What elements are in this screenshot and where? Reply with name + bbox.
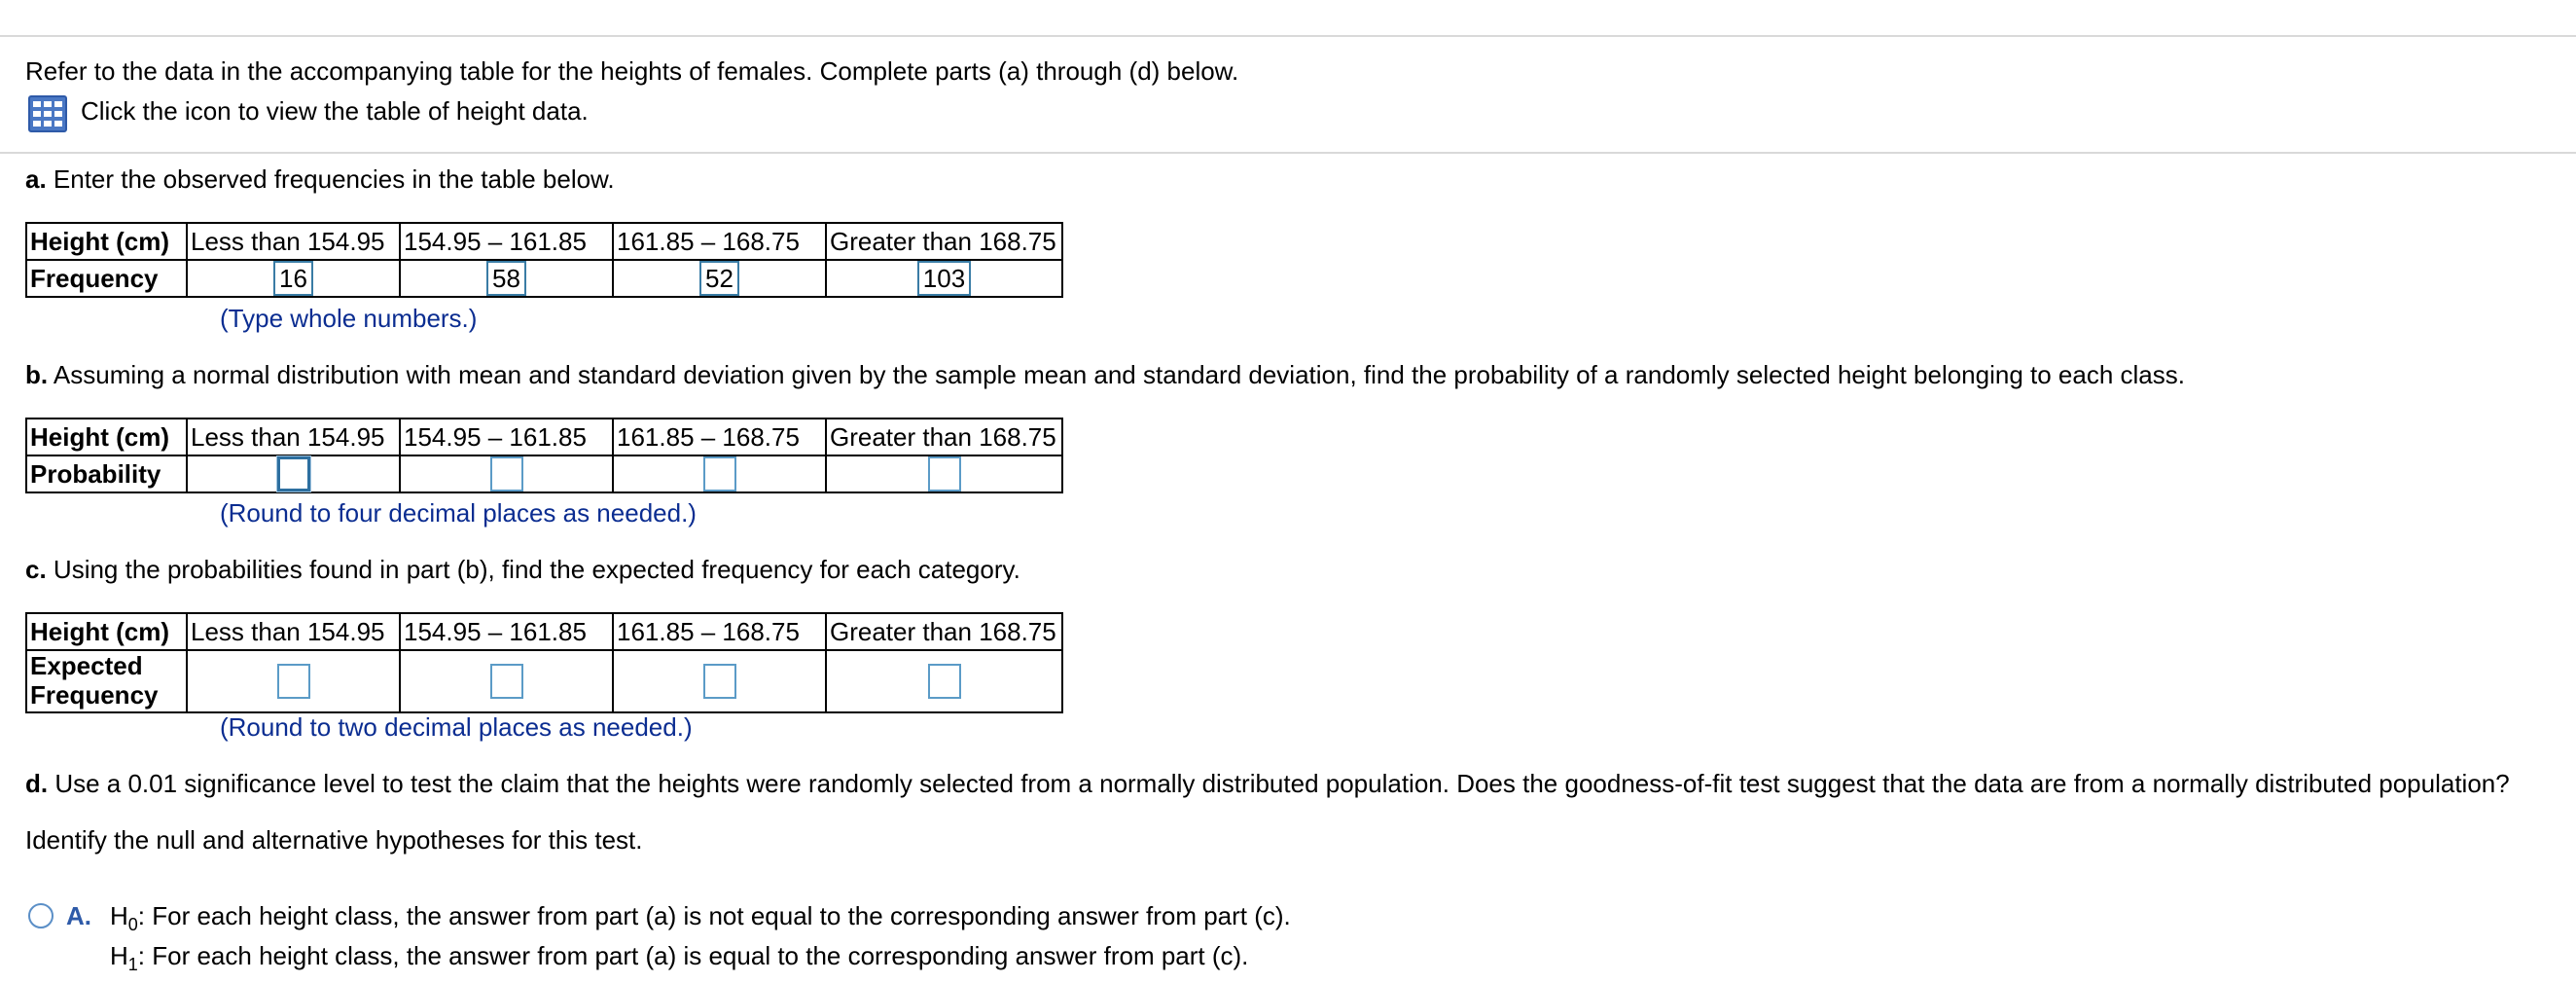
expected-frequency-input[interactable] [490, 664, 523, 699]
class-header: Less than 154.95 [187, 223, 400, 260]
frequency-input[interactable]: 58 [486, 261, 526, 296]
class-header: Greater than 168.75 [826, 613, 1062, 650]
expected-frequency-table [25, 612, 1063, 713]
probability-table [25, 418, 1063, 493]
frequency-label: Frequency [30, 680, 159, 710]
part-d-prompt [25, 768, 2510, 799]
frequency-input[interactable]: 103 [917, 261, 971, 296]
view-table-link[interactable]: Click the icon to view the table of height data. [81, 96, 589, 126]
probability-input[interactable] [703, 456, 736, 492]
part-d-text: Use a 0.01 significance level to test the claim that the heights were randomly selected from a normally distributed population. Does the goodness-of-fit test suggest that the data are from a normally distributed population? [48, 769, 2510, 798]
frequency-row-header: Frequency [26, 260, 187, 297]
top-divider [0, 35, 2576, 37]
expected-frequency-input[interactable] [928, 664, 961, 699]
part-a-letter: a. [25, 164, 47, 194]
part-d-letter: d. [25, 769, 49, 798]
frequency-input[interactable]: 52 [699, 261, 739, 296]
part-b-prompt [25, 359, 2185, 390]
class-header: 154.95 – 161.85 [400, 613, 613, 650]
class-header: Less than 154.95 [187, 613, 400, 650]
class-header: Less than 154.95 [187, 419, 400, 455]
table-icon[interactable] [28, 95, 67, 132]
frequency-input[interactable]: 16 [273, 261, 313, 296]
identify-hypotheses-text: Identify the null and alternative hypotheses for this test. [25, 825, 643, 855]
expected-frequency-row-header [26, 650, 187, 712]
part-b-hint: (Round to four decimal places as needed.) [220, 498, 697, 528]
section-divider [0, 152, 2576, 154]
class-header: Greater than 168.75 [826, 419, 1062, 455]
expected-frequency-input[interactable] [703, 664, 736, 699]
part-c-text: Using the probabilities found in part (b), find the expected frequency for each category. [46, 555, 1020, 584]
expected-label: Expected [30, 651, 143, 680]
class-header: Greater than 168.75 [826, 223, 1062, 260]
option-a-radio[interactable] [28, 903, 54, 928]
probability-input[interactable] [277, 456, 310, 492]
probability-input[interactable] [928, 456, 961, 492]
expected-frequency-input[interactable] [277, 664, 310, 699]
part-c-hint: (Round to two decimal places as needed.) [220, 712, 693, 742]
class-header: 161.85 – 168.75 [613, 419, 826, 455]
part-b-text: Assuming a normal distribution with mean and standard deviation given by the sample mean and standard deviation, find the probability of a randomly selected height belonging to each class. [48, 360, 2185, 389]
height-header: Height (cm) [26, 223, 187, 260]
part-c-prompt [25, 554, 1020, 585]
part-a-text: Enter the observed frequencies in the table below. [46, 164, 615, 194]
height-header: Height (cm) [26, 419, 187, 455]
intro-text: Refer to the data in the accompanying table for the heights of females. Complete parts (a) through (d) below. [25, 56, 1239, 86]
part-b-letter: b. [25, 360, 49, 389]
part-a-prompt [25, 164, 615, 195]
height-header: Height (cm) [26, 613, 187, 650]
class-header: 154.95 – 161.85 [400, 223, 613, 260]
class-header: 161.85 – 168.75 [613, 223, 826, 260]
part-c-letter: c. [25, 555, 47, 584]
probability-row-header: Probability [26, 455, 187, 492]
option-a-null-hypothesis: $H_0$: For each height class, the answer from part (a) is not equal to the corresponding answer from part (c). [110, 901, 1291, 935]
class-header: 161.85 – 168.75 [613, 613, 826, 650]
class-header: 154.95 – 161.85 [400, 419, 613, 455]
probability-input[interactable] [490, 456, 523, 492]
option-a-label[interactable]: A. [66, 901, 91, 930]
observed-frequency-table [25, 222, 1063, 298]
part-a-hint: (Type whole numbers.) [220, 304, 478, 333]
option-a-alternative-hypothesis: $H_1$: For each height class, the answer from part (a) is equal to the corresponding answer from part (c). [110, 941, 1249, 975]
